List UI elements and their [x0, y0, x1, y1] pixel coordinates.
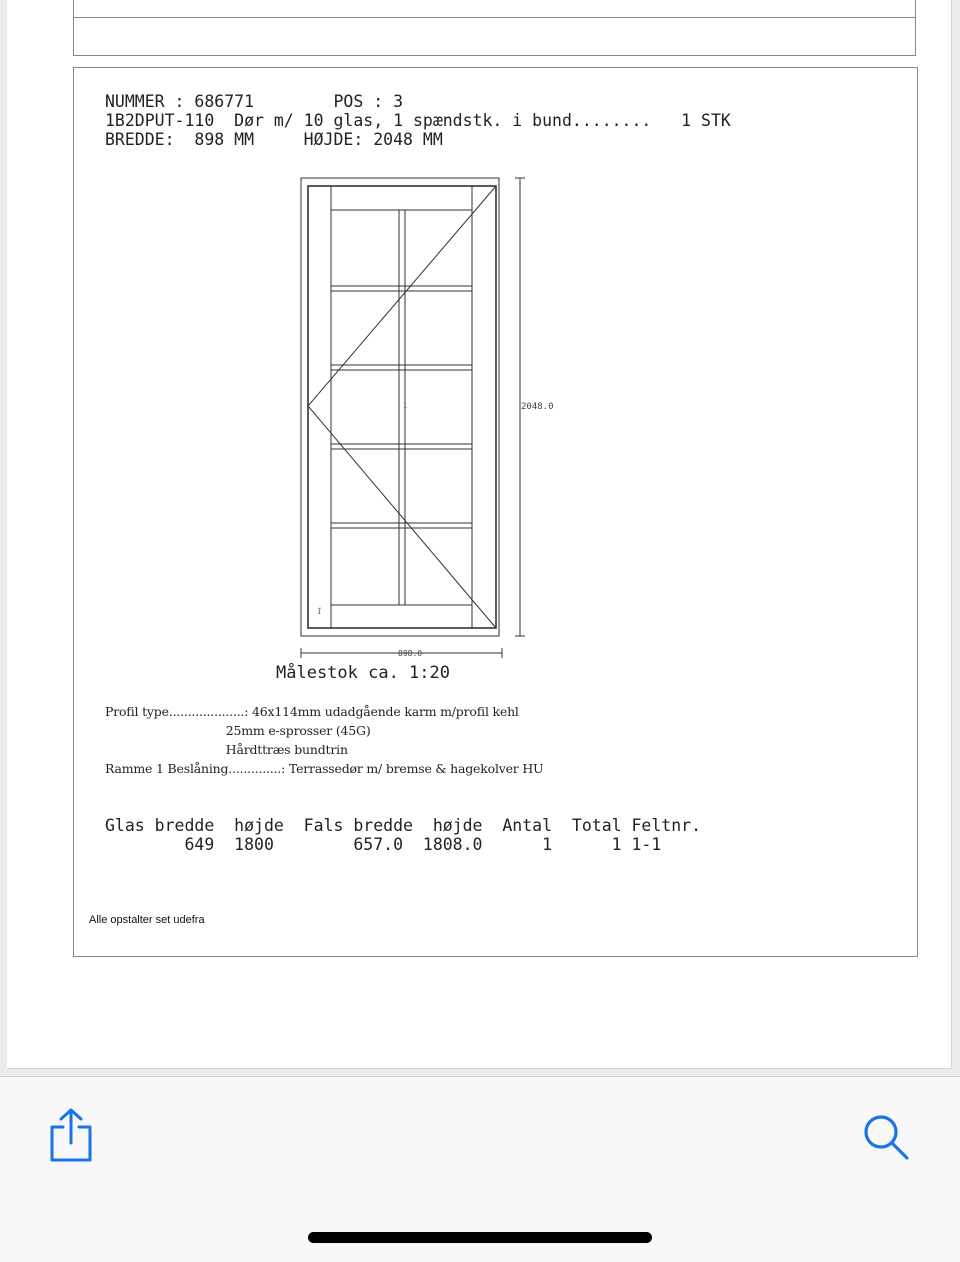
- door-drawing-sheet: [73, 67, 918, 957]
- spec-beslaning: Ramme 1 Beslåning..............: Terrassedør m/ bremse & hagekolver HU: [105, 761, 544, 776]
- header-dimensions-line: BREDDE: 898 MM HØJDE: 2048 MM: [105, 130, 443, 149]
- sash-number-center: 1: [403, 402, 408, 410]
- share-icon: [48, 1107, 94, 1163]
- spec-bundtrin: Hårdttræs bundtrin: [105, 742, 348, 757]
- header-product-line: 1B2DPUT-110 Dør m/ 10 glas, 1 spændstk. i bund........ 1 STK: [105, 111, 731, 130]
- height-dimension-label: 2048.0: [521, 402, 554, 412]
- search-button[interactable]: [862, 1113, 910, 1165]
- opening-direction-lines: [308, 186, 496, 628]
- sash-number-corner: 1: [317, 607, 323, 616]
- previous-sheet-frame: [73, 0, 916, 56]
- document-page: [7, 0, 952, 1069]
- spec-profile-type: Profil type....................: 46x114mm udadgående karm m/profil kehl: [105, 704, 519, 719]
- spec-sprosser: 25mm e-sprosser (45G): [105, 723, 371, 738]
- share-button[interactable]: [48, 1107, 94, 1167]
- width-dimension-label: 898.0: [398, 649, 423, 658]
- sash-frame: [308, 186, 496, 628]
- glass-table-row: 649 1800 657.0 1808.0 1 1 1-1: [105, 835, 662, 854]
- glass-table-header: Glas bredde højde Fals bredde højde Antal Total Feltnr.: [105, 816, 702, 835]
- search-icon: [862, 1113, 910, 1161]
- header-number-line: NUMMER : 686771 POS : 3: [105, 92, 404, 111]
- scale-label: Målestok ca. 1:20: [276, 663, 450, 683]
- door-elevation-drawing: [74, 68, 919, 688]
- home-indicator[interactable]: [308, 1232, 652, 1243]
- footnote: Alle opstalter set udefra: [89, 914, 205, 926]
